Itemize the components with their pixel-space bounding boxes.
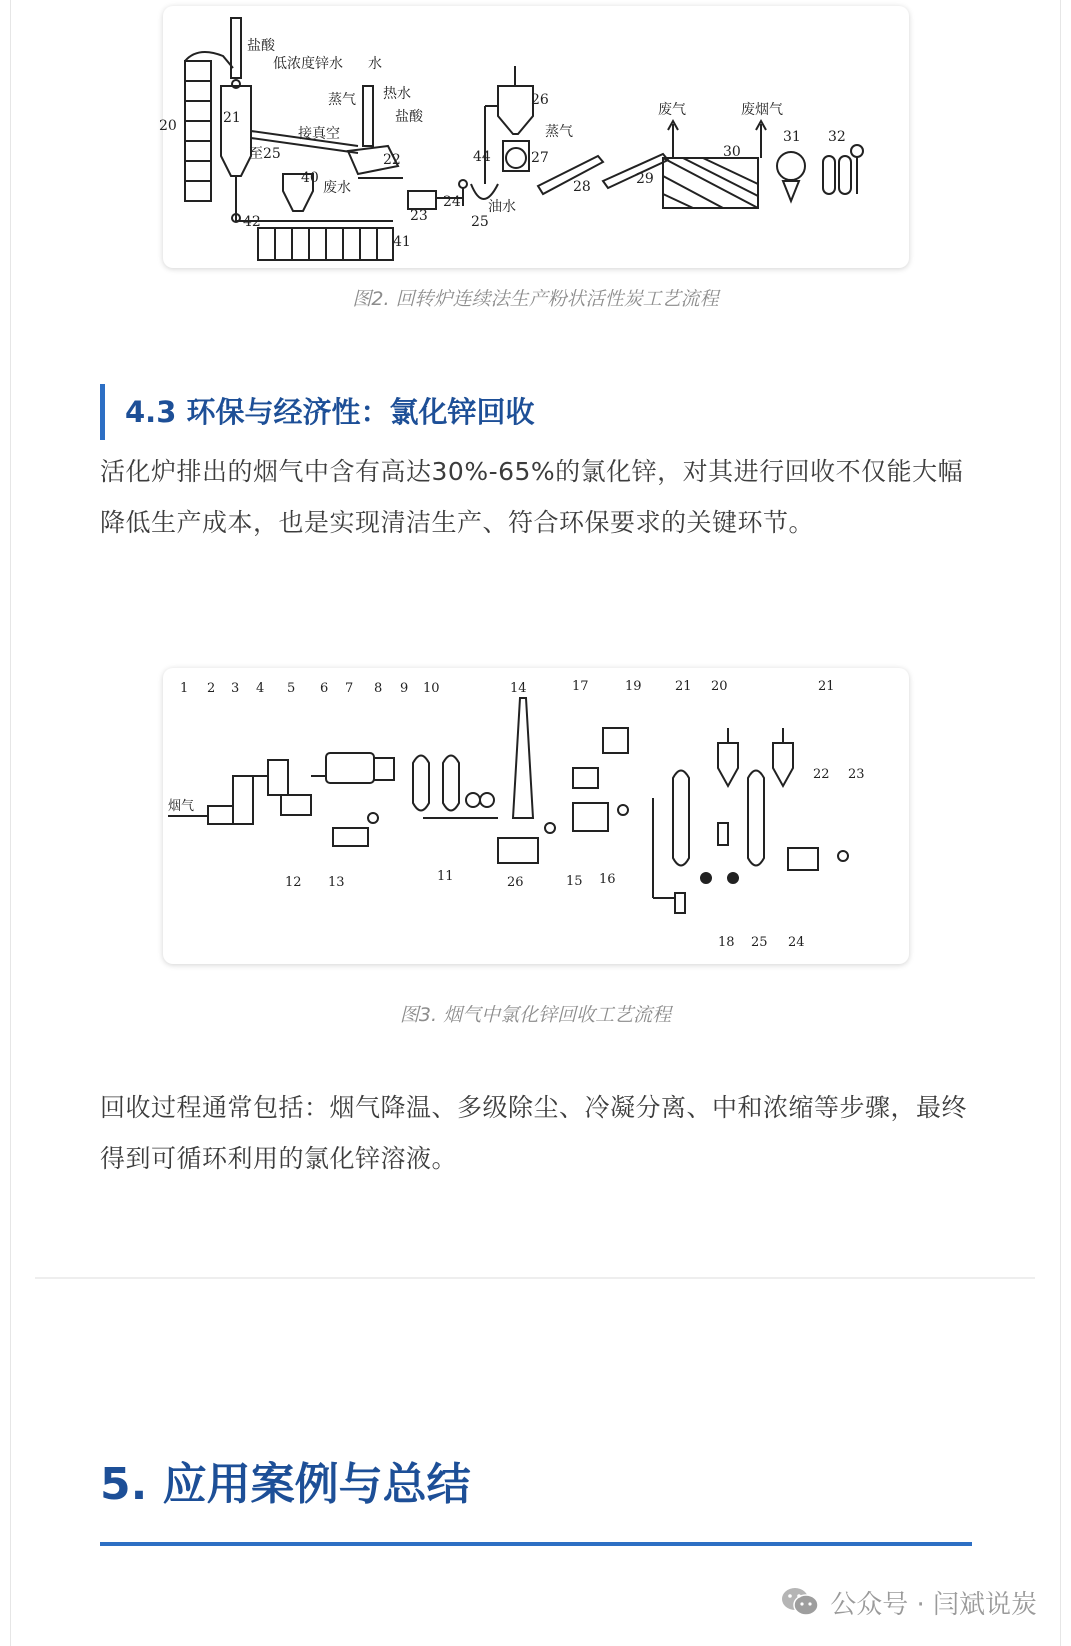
- fig2-num: 27: [531, 150, 549, 166]
- fig3-num-bottom: 24: [788, 935, 805, 950]
- fig2-num: 32: [828, 129, 846, 145]
- figure-2-card: [159, 6, 909, 268]
- fig2-label-steam1: 蒸气: [328, 92, 356, 108]
- fig2-label-to25: 至25: [249, 146, 281, 162]
- paragraph-2: 回收过程通常包括：烟气降温、多级除尘、冷凝分离、中和浓缩等步骤，最终得到可循环利用的氯化锌溶液。: [100, 1093, 968, 1173]
- left-edge-line: [10, 0, 11, 1646]
- section-5-title: 5. 应用案例与总结: [100, 1459, 471, 1510]
- fig2-num: 25: [471, 214, 489, 230]
- wechat-icon: [780, 1585, 820, 1619]
- fig2-num: 22: [383, 152, 401, 168]
- fig2-num: 24: [443, 194, 461, 210]
- section-4-3-heading: [100, 384, 534, 440]
- fig2-num: 44: [473, 149, 491, 165]
- figure-3-card: [163, 668, 909, 964]
- fig3-num-top: 2: [207, 681, 216, 696]
- fig3-num-bottom: 15: [566, 874, 583, 889]
- fig2-label-exhaust: 废气: [658, 102, 686, 118]
- fig3-num-top: 3: [231, 681, 240, 696]
- fig3-num-top: 17: [572, 679, 589, 694]
- fig3-num-top: 21: [675, 679, 692, 694]
- fig3-num-top: 1: [180, 681, 189, 696]
- section-4-3-heading-text: 4.3 环保与经济性：氯化锌回收: [125, 395, 535, 429]
- fig2-label-hot-water: 热水: [383, 86, 411, 102]
- fig2-label-hcl2: 盐酸: [395, 109, 423, 125]
- watermark-text: 公众号 · 闫斌说炭: [830, 1589, 1037, 1620]
- fig3-num-top: 10: [423, 681, 440, 696]
- figure-3-diagram: [163, 668, 909, 964]
- fig2-num: 28: [573, 179, 591, 195]
- fig2-label-water: 水: [368, 56, 382, 72]
- fig3-num-bottom: 18: [718, 935, 735, 950]
- fig3-num-top: 7: [345, 681, 354, 696]
- section-5-underline: [100, 1542, 972, 1546]
- fig3-num-top: 21: [818, 679, 835, 694]
- fig2-num: 23: [410, 208, 428, 224]
- fig3-num-bottom: 11: [437, 869, 454, 884]
- figure-2-diagram: [159, 6, 909, 268]
- fig2-num: 29: [636, 171, 654, 187]
- fig2-num: 26: [531, 92, 549, 108]
- fig2-label-waste-water: 废水: [323, 180, 351, 196]
- fig2-num: 42: [243, 214, 261, 230]
- fig2-num: 21: [223, 110, 241, 126]
- fig3-num-top: 23: [848, 767, 865, 782]
- fig2-num: 20: [159, 118, 177, 134]
- fig3-num-bottom: 13: [328, 875, 345, 890]
- fig2-num: 30: [723, 144, 741, 160]
- fig3-num-top: 5: [287, 681, 296, 696]
- watermark: [780, 1582, 1037, 1622]
- fig2-num: 40: [301, 170, 319, 186]
- section-4-3-paragraph: 活化炉排出的烟气中含有高达30%-65%的氯化锌，对其进行回收不仅能大幅降低生产成本，也是实现清洁生产、符合环保要求的关键环节。: [100, 457, 964, 537]
- fig2-num: 41: [393, 234, 411, 250]
- fig3-num-bottom: 12: [285, 875, 302, 890]
- fig2-label-hcl1: 盐酸: [247, 38, 275, 54]
- fig3-num-bottom: 26: [507, 875, 524, 890]
- fig2-label-oil-water: 油水: [488, 199, 516, 215]
- fig3-num-top: 9: [400, 681, 409, 696]
- fig3-num-top: 4: [256, 681, 265, 696]
- fig3-num-top: 6: [320, 681, 329, 696]
- fig3-label-flue: 烟气: [168, 799, 195, 814]
- fig2-label-steam2: 蒸气: [545, 124, 573, 140]
- fig3-num-top: 22: [813, 767, 830, 782]
- fig2-num: 31: [783, 129, 801, 145]
- right-edge-line: [1060, 0, 1061, 1646]
- figure-3-caption: 图3. 烟气中氯化锌回收工艺流程: [399, 1004, 672, 1026]
- fig3-num-top: 19: [625, 679, 642, 694]
- fig3-num-top: 14: [510, 681, 527, 696]
- fig2-label-flue-gas: 废烟气: [741, 102, 783, 118]
- fig2-label-vacuum: 接真空: [298, 126, 340, 142]
- figure-2-caption: 图2. 回转炉连续法生产粉状活性炭工艺流程: [352, 288, 719, 310]
- fig2-label-low-zn-water: 低浓度锌水: [273, 56, 343, 72]
- fig3-num-bottom: 25: [751, 935, 768, 950]
- section-divider: [35, 1277, 1035, 1279]
- fig3-num-top: 8: [374, 681, 383, 696]
- fig3-num-top: 20: [711, 679, 728, 694]
- fig3-num-bottom: 16: [599, 872, 616, 887]
